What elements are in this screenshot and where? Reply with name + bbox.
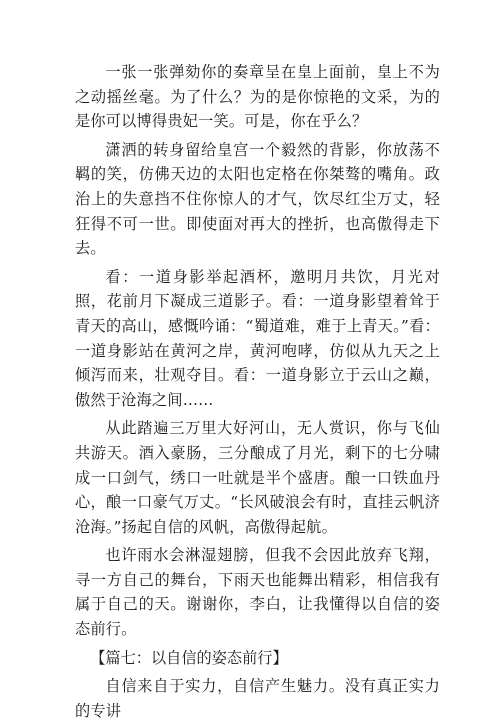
paragraph: 也许雨水会淋湿翅膀，但我不会因此放弃飞翔，寻一方自己的舞台，下雨天也能舞出精彩，相信我有属于自己的天。谢谢你，李白，让我懂得以自信的姿态前行。	[75, 546, 440, 639]
paragraph: 从此踏遍三万里大好河山，无人赏识，你与飞仙共游天。酒入豪肠，三分酿成了月光，剩下的七分啸成一口剑气，绣口一吐就是半个盛唐。酿一口铁血丹心，酿一口豪气万丈。“长风破浪会有时，直挂云帆济沧海。”扬起自信的风帆，高傲得起航。	[75, 419, 440, 536]
paragraph: 一张一张弹劾你的奏章呈在皇上面前，皇上不为之动摇丝毫。为了什么？为的是你惊艳的文采，为的是你可以博得贵妃一笑。可是，你在乎么？	[75, 63, 440, 131]
section-title: 【篇七：以自信的姿态前行】	[90, 648, 288, 667]
paragraph: 自信来自于实力，自信产生魅力。没有真正实力的专讲	[75, 677, 440, 720]
paragraph: 看：一道身影举起酒杯，邀明月共饮，月光对照，花前月下凝成三道影子。看：一道身影望着耸于青天的高山，感慨吟诵：“蜀道难，难于上青天。”看：一道身影站在黄河之岸，黄河咆哮，仿似从九天之上倾泻而来，壮观夺目。看：一道身影立于云山之巅，傲然于沧海之间……	[75, 267, 440, 409]
document-body	[75, 60, 440, 727]
paragraph: 潇洒的转身留给皇宫一个毅然的背影，你放荡不羁的笑，仿佛天边的太阳也定格在你桀骜的嘴角。政治上的失意挡不住你惊人的才气，饮尽红尘万丈，轻狂得不可一世。即使面对再大的挫折，也高傲得走下去。	[75, 140, 440, 258]
